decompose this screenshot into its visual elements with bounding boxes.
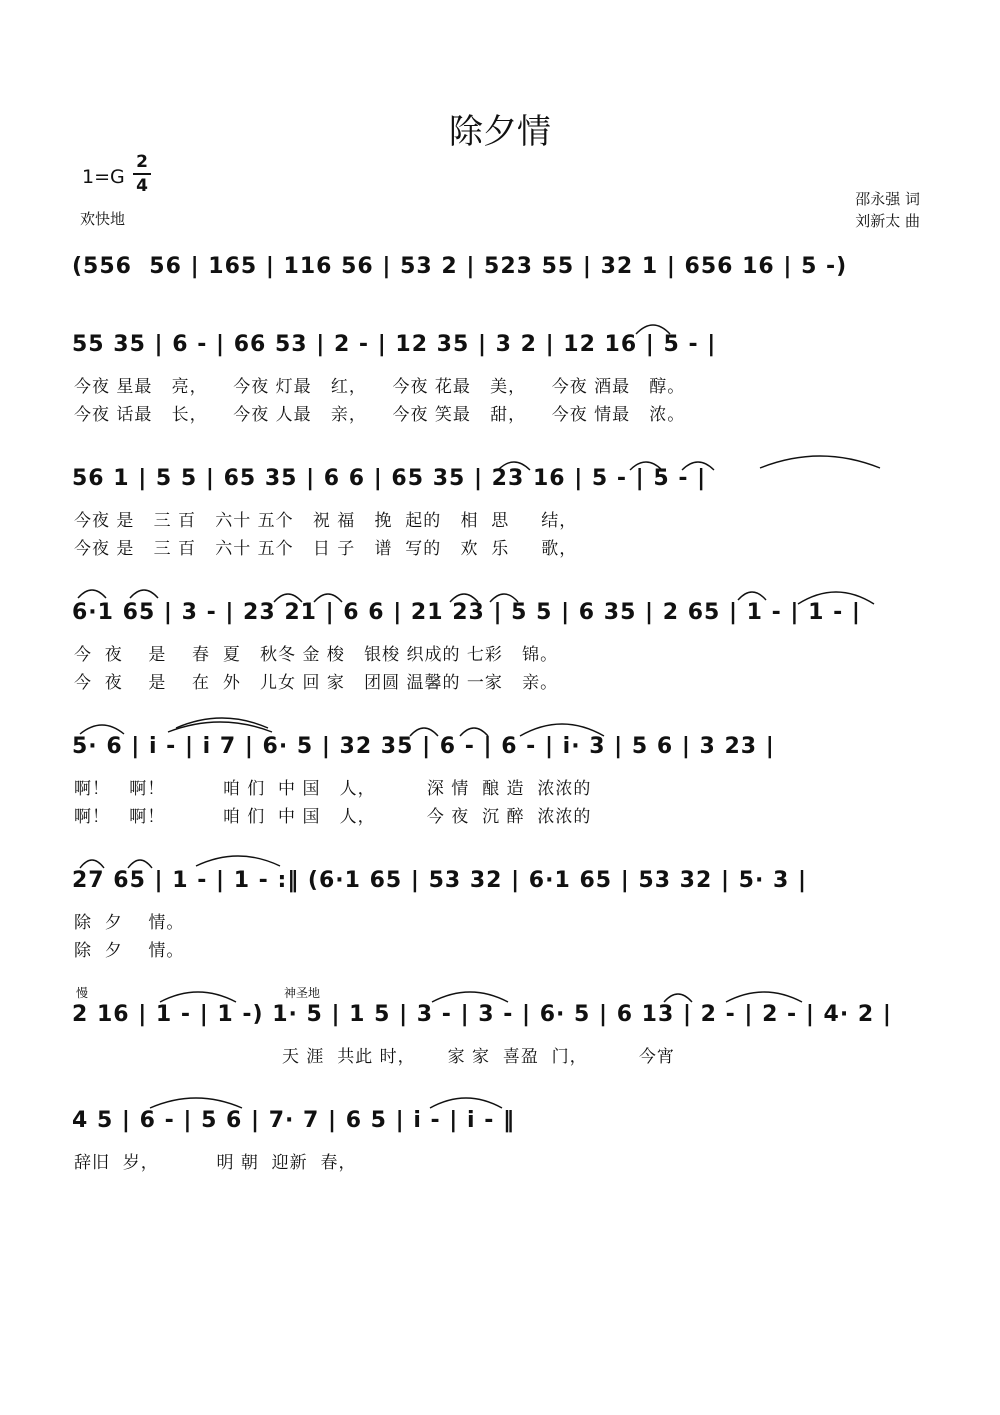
time-signature xyxy=(133,152,151,196)
composer-credit: 刘新太 曲 xyxy=(855,212,920,230)
notation-line-4: 6·1 65 | 3 - | 23 21 | 6 6 | 21 23 | 5 5 | 6 35 | 2 65 | 1 - | 1 - | xyxy=(72,600,861,625)
lyric-line-6-verse-1: 除 夕 情。 xyxy=(74,913,185,933)
lyricist-credit: 邵永强 词 xyxy=(855,190,920,208)
notation-line-5: 5· 6 | i - | i 7 | 6· 5 | 32 35 | 6 - | 6 - | i· 3 | 5 6 | 3 23 | xyxy=(72,734,775,759)
notation-line-6: 27 65 | 1 - | 1 - :‖ (6·1 65 | 53 32 | 6·1 65 | 53 32 | 5· 3 | xyxy=(72,868,807,893)
lyric-line-6-verse-2: 除 夕 情。 xyxy=(74,941,185,961)
slur-14 xyxy=(80,725,124,734)
slur-7 xyxy=(130,590,158,598)
slur-21 xyxy=(128,860,152,868)
holy-marking: 神圣地 xyxy=(284,986,321,1000)
notation-line-2: 55 35 | 6 - | 66 53 | 2 - | 12 35 | 3 2 | 12 16 | 5 - | xyxy=(72,332,717,357)
lyric-line-4-verse-2: 今 夜 是 在 外 儿女 回 家 团圆 温馨的 一家 亲。 xyxy=(74,673,559,693)
notation-line-7: 2 16 | 1 - | 1 -) 1· 5 | 1 5 | 3 - | 3 - | 6· 5 | 6 13 | 2 - | 2 - | 4· 2 | xyxy=(72,1002,892,1027)
time-fraction-bar xyxy=(133,173,151,175)
slur-22 xyxy=(196,856,280,866)
slur-6 xyxy=(78,590,106,598)
slur-26 xyxy=(726,992,802,1002)
lyric-line-2-verse-2: 今夜 话最 长， 今夜 人最 亲， 今夜 笑最 甜， 今夜 情最 浓。 xyxy=(74,405,686,425)
slur-20 xyxy=(80,860,104,868)
slur-28 xyxy=(430,1098,502,1108)
notation-line-8: 4 5 | 6 - | 5 6 | 7· 7 | 6 5 | i - | i - ‖ xyxy=(72,1108,515,1133)
slur-23 xyxy=(160,992,236,1002)
slur-27 xyxy=(150,1098,242,1108)
lyric-line-3-verse-1: 今夜 是 三 百 六十 五个 祝 福 挽 起的 相 思 结， xyxy=(74,511,578,531)
lyric-line-5-verse-1: 啊！ 啊！ 咱 们 中 国 人， 深 情 酿 造 浓浓的 xyxy=(74,779,592,799)
song-title: 除夕情 xyxy=(449,112,551,152)
time-denominator: 4 xyxy=(136,176,148,196)
slur-24 xyxy=(432,992,508,1002)
lyric-line-5-verse-2: 啊！ 啊！ 咱 们 中 国 人， 今 夜 沉 醉 浓浓的 xyxy=(74,807,592,827)
lyric-line-7: 天 涯 共此 时， 家 家 喜盈 门， 今宵 xyxy=(282,1047,675,1067)
key-signature: 1=G xyxy=(82,166,125,188)
tempo-marking: 欢快地 xyxy=(80,210,126,228)
notation-line-3: 56 1 | 5 5 | 65 35 | 6 6 | 65 35 | 23 16 | 5 - | 5 - | xyxy=(72,466,707,491)
slur-16 xyxy=(176,718,268,728)
lyric-line-2-verse-1: 今夜 星最 亮， 今夜 灯最 红， 今夜 花最 美， 今夜 酒最 醇。 xyxy=(74,377,686,397)
slow-marking: 慢 xyxy=(76,986,89,1000)
slur-5 xyxy=(760,456,880,468)
slur-25 xyxy=(664,994,692,1002)
slur-15 xyxy=(168,722,272,732)
time-numerator: 2 xyxy=(136,152,148,172)
slur-12 xyxy=(738,592,766,600)
lyric-line-4-verse-1: 今 夜 是 春 夏 秋冬 金 梭 银梭 织成的 七彩 锦。 xyxy=(74,645,559,665)
lyric-line-8: 辞旧 岁， 明 朝 迎新 春， xyxy=(74,1153,357,1173)
notation-line-1: (556 56 | 165 | 116 56 | 53 2 | 523 55 | 32 1 | 656 16 | 5 -) xyxy=(72,254,848,279)
lyric-line-3-verse-2: 今夜 是 三 百 六十 五个 日 子 谱 写的 欢 乐 歌， xyxy=(74,539,578,559)
